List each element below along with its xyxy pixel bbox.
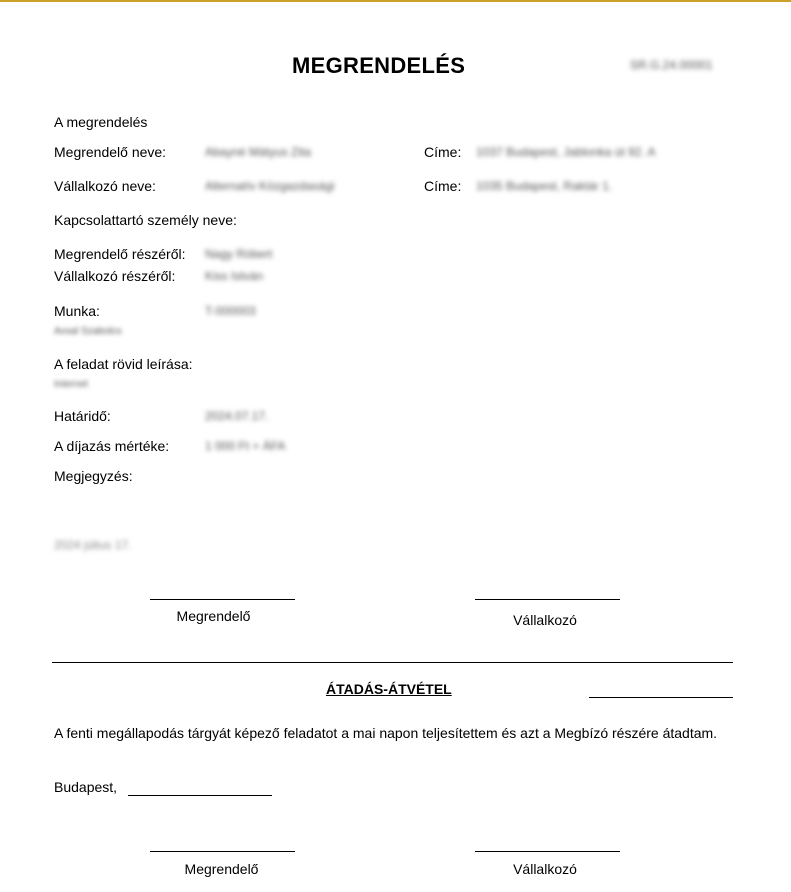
document-title: MEGRENDELÉS: [292, 53, 466, 78]
contractor-address-value: 1035 Budapest, Raktár 1.: [476, 179, 613, 193]
section-divider: [52, 662, 733, 663]
note-label: Megjegyzés:: [54, 468, 133, 484]
fee-label: A díjazás mértéke:: [54, 438, 170, 454]
description-value: Internet: [54, 379, 88, 390]
client-signature-label: Megrendelő: [176, 608, 251, 624]
handover-text: A fenti megállapodás tárgyát képező feladatot a mai napon teljesítettem és azt a Megbízó részére átadtam.: [54, 725, 718, 741]
work-value: T-000003: [205, 304, 256, 318]
handover-contractor-signature-line: [475, 851, 620, 852]
top-border: [0, 0, 791, 2]
client-address-value: 1037 Budapest, Jablonka út 92. A: [476, 145, 656, 159]
deadline-label: Határidő:: [54, 408, 111, 424]
intro-text: A megrendelés: [54, 114, 148, 130]
contractor-signature-line: [475, 599, 620, 600]
work-label: Munka:: [54, 303, 100, 319]
contact-client-label: Megrendelő részéről:: [54, 246, 186, 262]
handover-blank-line: [589, 697, 733, 698]
place-date-line: [128, 795, 272, 796]
client-address-label: Címe:: [424, 144, 462, 160]
contractor-signature-label: Vállalkozó: [513, 612, 577, 628]
client-signature-line: [150, 599, 295, 600]
contact-contractor-label: Vállalkozó részéről:: [54, 268, 176, 284]
client-name-value: Abayné Mátyus Zita: [205, 145, 312, 159]
place-label: Budapest,: [54, 779, 118, 795]
document-date: 2024 július 17.: [54, 538, 132, 552]
description-label: A feladat rövid leírása:: [54, 356, 193, 372]
handover-client-signature-label: Megrendelő: [184, 861, 259, 877]
contact-client-value: Nagy Róbert: [205, 247, 273, 261]
work-subtext: Avsal Szabolcs: [54, 326, 122, 337]
client-name-label: Megrendelő neve:: [54, 144, 167, 160]
fee-value: 1 000 Ft + ÁFA: [205, 439, 286, 453]
contractor-name-value: Alternatív Közgazdasági: [205, 179, 335, 193]
contractor-address-label: Címe:: [424, 178, 462, 194]
contact-contractor-value: Kiss István: [205, 269, 264, 283]
reference-number: SR.G.24.00001: [630, 58, 713, 72]
handover-client-signature-line: [150, 851, 295, 852]
handover-contractor-signature-label: Vállalkozó: [513, 861, 577, 877]
contractor-name-label: Vállalkozó neve:: [54, 178, 156, 194]
contact-heading: Kapcsolattartó személy neve:: [54, 212, 237, 228]
handover-title: ÁTADÁS-ÁTVÉTEL: [326, 681, 452, 697]
deadline-value: 2024.07.17.: [205, 409, 269, 423]
